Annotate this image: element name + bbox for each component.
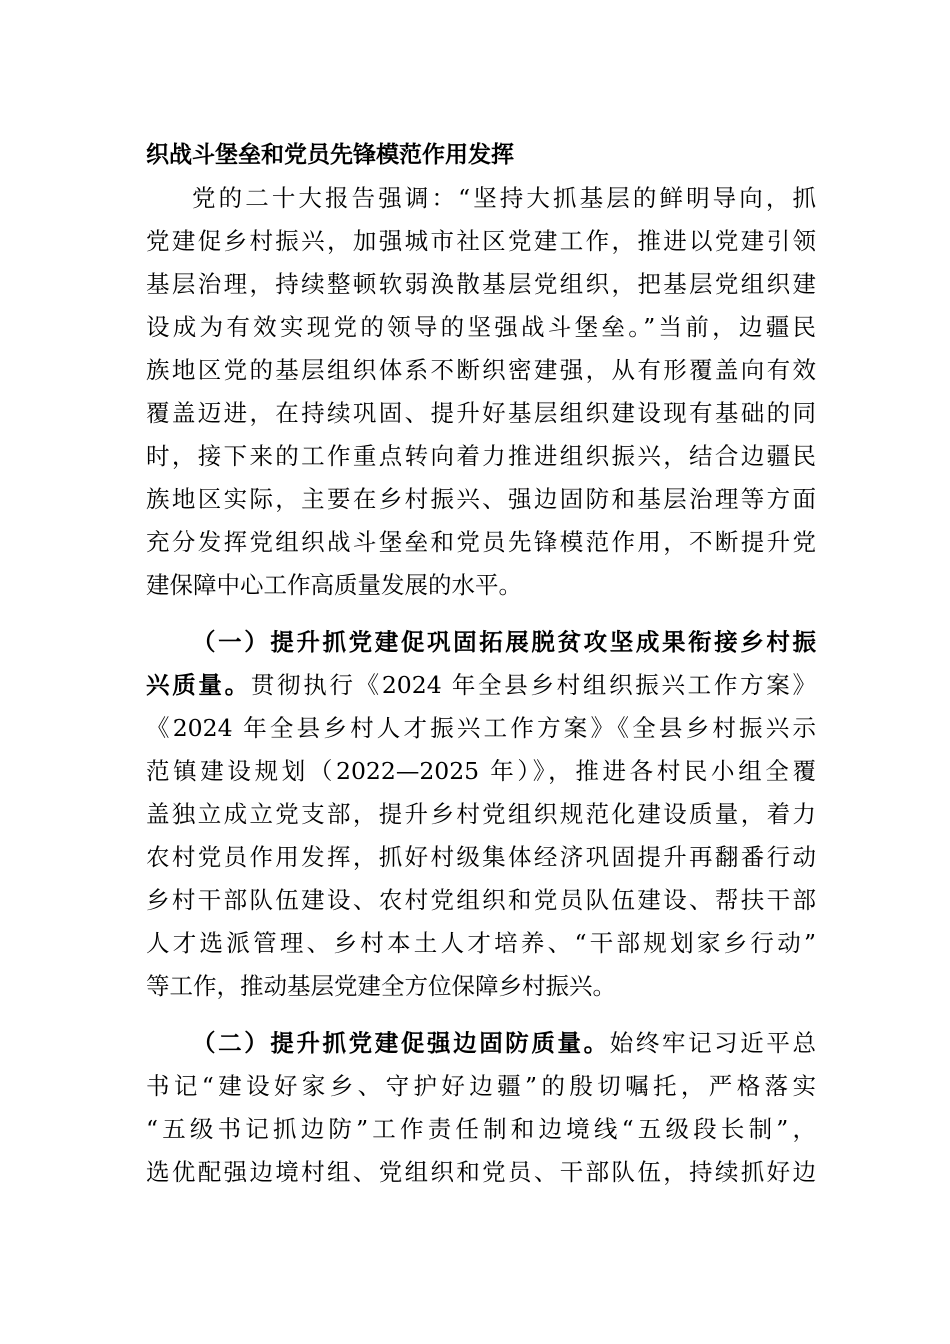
paragraph-1-line-3: 基层治理，持续整顿软弱涣散基层党组织，把基层党组织建 — [146, 270, 816, 298]
paragraph-3-line-1 — [192, 1023, 816, 1063]
paragraph-2-line-9: 等工作，推动基层党建全方位保障乡村振兴。 — [146, 972, 616, 1000]
paragraph-1-line-4: 设成为有效实现党的领导的坚强战斗堡垒。”当前，边疆民 — [146, 313, 816, 341]
paragraph-1-line-8: 族地区实际，主要在乡村振兴、强边固防和基层治理等方面 — [146, 485, 816, 513]
paragraph-1-line-10: 建保障中心工作高质量发展的水平。 — [146, 571, 522, 599]
paragraph-2-line-2-text: 贯彻执行《2024 年全县乡村组织振兴工作方案》 — [250, 671, 817, 699]
paragraph-1-line-2: 党建促乡村振兴，加强城市社区党建工作，推进以党建引领 — [146, 227, 816, 255]
paragraph-2-line-3: 《2024 年全县乡村人才振兴工作方案》《全县乡村振兴示 — [146, 714, 816, 742]
paragraph-2-line-2 — [146, 665, 816, 705]
paragraph-1-line-7: 时，接下来的工作重点转向着力推进组织振兴，结合边疆民 — [146, 442, 816, 470]
paragraph-2-line-6: 农村党员作用发挥，抓好村级集体经济巩固提升再翻番行动 — [146, 843, 816, 871]
paragraph-1-line-1: 党的二十大报告强调：“坚持大抓基层的鲜明导向，抓 — [192, 184, 816, 212]
paragraph-3-line-1-text: 始终牢记习近平总 — [609, 1029, 817, 1057]
paragraph-3-line-3: “五级书记抓边防”工作责任制和边境线“五级段长制”， — [146, 1115, 816, 1143]
paragraph-1-line-9: 充分发挥党组织战斗堡垒和党员先锋模范作用，不断提升党 — [146, 528, 816, 556]
section-heading-continued: 织战斗堡垒和党员先锋模范作用发挥 — [146, 142, 514, 168]
paragraph-2-line-7: 乡村干部队伍建设、农村党组织和党员队伍建设、帮扶干部 — [146, 886, 816, 914]
paragraph-2-heading-end: 兴质量。 — [146, 671, 251, 699]
paragraph-3-line-2: 书记“建设好家乡、守护好边疆”的殷切嘱托，严格落实 — [146, 1072, 816, 1100]
paragraph-2-heading: （一）提升抓党建促巩固拓展脱贫攻坚成果衔接乡村振 — [192, 628, 816, 656]
paragraph-3-heading: （二）提升抓党建促强边固防质量。 — [192, 1029, 610, 1057]
paragraph-2-line-8: 人才选派管理、乡村本土人才培养、“干部规划家乡行动” — [146, 929, 816, 957]
paragraph-2-line-5: 盖独立成立党支部，提升乡村党组织规范化建设质量，着力 — [146, 800, 816, 828]
paragraph-3-line-4: 选优配强边境村组、党组织和党员、干部队伍，持续抓好边 — [146, 1158, 816, 1186]
paragraph-2-line-4: 范镇建设规划（2022—2025 年）》，推进各村民小组全覆 — [146, 757, 816, 785]
paragraph-1-line-5: 族地区党的基层组织体系不断织密建强，从有形覆盖向有效 — [146, 356, 816, 384]
paragraph-1-line-6: 覆盖迈进，在持续巩固、提升好基层组织建设现有基础的同 — [146, 399, 816, 427]
